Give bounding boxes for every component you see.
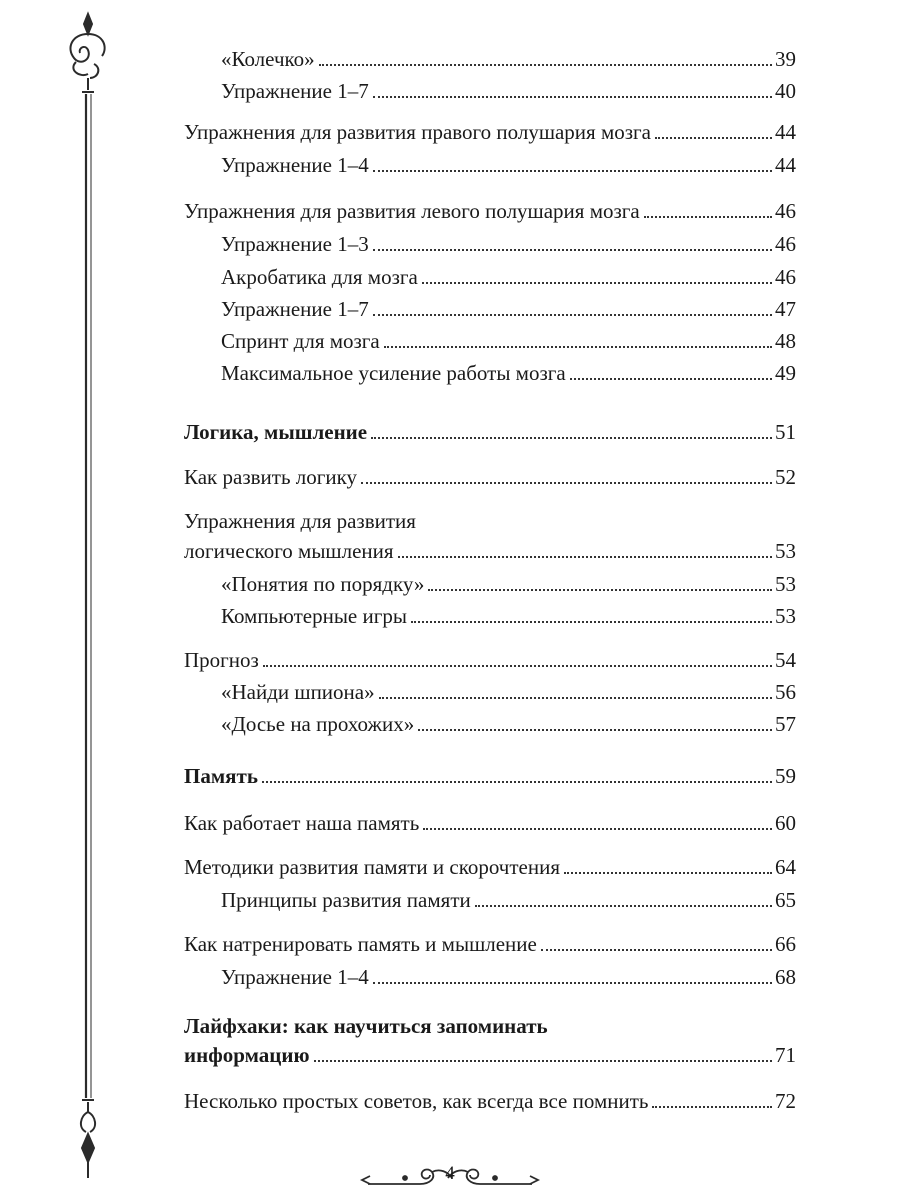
dot-leader (418, 729, 772, 731)
toc-entry[interactable] (221, 360, 796, 384)
dot-leader (541, 949, 772, 951)
toc-entry-page: 65 (775, 888, 796, 912)
toc-entry-title: Максимальное усиление работы мозга (221, 361, 566, 385)
toc-entry-title: Логика, мышление (184, 420, 368, 444)
toc-entry-page: 46 (775, 232, 796, 256)
toc-entry[interactable] (221, 231, 796, 255)
toc-entry-title: Компьютерные игры (221, 604, 407, 628)
dot-leader (475, 905, 772, 907)
toc-entry-page: 53 (775, 539, 796, 563)
dot-leader (373, 314, 772, 316)
toc-section-first-line (184, 1013, 548, 1037)
toc-entry-page: 52 (775, 465, 796, 489)
page-number: 4 (445, 1163, 455, 1184)
toc-entry-page: 48 (775, 329, 796, 353)
toc-entry-page: 72 (775, 1089, 796, 1113)
dot-leader (398, 556, 772, 558)
toc-entry-page: 51 (775, 420, 796, 444)
toc-entry-page: 53 (775, 572, 796, 596)
toc-entry-page: 68 (775, 965, 796, 989)
toc-entry-page: 59 (775, 764, 796, 788)
dot-leader (655, 137, 772, 139)
toc-entry-page: 44 (775, 120, 796, 144)
toc-entry[interactable] (221, 887, 796, 911)
toc-entry[interactable] (221, 46, 796, 70)
toc-entry-page: 60 (775, 811, 796, 835)
toc-entry-title: Акробатика для мозга (221, 265, 418, 289)
toc-entry-title-continued: логического мышления (184, 539, 394, 563)
toc-entry[interactable] (184, 538, 796, 562)
dot-leader (384, 346, 772, 348)
dot-leader (428, 589, 772, 591)
toc-entry[interactable] (184, 647, 796, 671)
toc-entry[interactable] (221, 328, 796, 352)
dot-leader (652, 1106, 772, 1108)
dot-leader (263, 665, 772, 667)
toc-entry-title: Методики развития памяти и скорочтения (184, 855, 560, 879)
toc-entry-title: Упражнение 1–7 (221, 79, 369, 103)
toc-entry-title: Как работает наша память (184, 811, 420, 835)
toc-entry-title: Принципы развития памяти (221, 888, 471, 912)
toc-entry[interactable] (221, 152, 796, 176)
toc-entry-page: 57 (775, 712, 796, 736)
dot-leader (319, 64, 772, 66)
toc-entry-page: 53 (775, 604, 796, 628)
dot-leader (371, 437, 772, 439)
toc-entry-title-continued: информацию (184, 1043, 310, 1067)
dot-leader (373, 96, 772, 98)
toc-entry-page: 46 (775, 265, 796, 289)
toc-entry-page: 56 (775, 680, 796, 704)
toc-entry-title: Упражнения для развития правого полушария мозга (184, 120, 651, 144)
toc-entry-title: «Колечко» (221, 47, 315, 71)
dot-leader (373, 170, 772, 172)
toc-entry-title: «Понятия по порядку» (221, 572, 425, 596)
dot-leader (411, 621, 772, 623)
toc-entry[interactable] (184, 1088, 796, 1112)
toc-entry-page: 49 (775, 361, 796, 385)
dot-leader (564, 872, 772, 874)
dot-leader (314, 1060, 773, 1062)
toc-entry-title: Упражнение 1–7 (221, 297, 369, 321)
toc-entry[interactable] (221, 603, 796, 627)
toc-entry-title: Упражнение 1–3 (221, 232, 369, 256)
toc-entry[interactable] (184, 931, 796, 955)
toc-section-entry[interactable] (184, 763, 796, 787)
toc-entry-page: 66 (775, 932, 796, 956)
toc-entry-title: Как развить логику (184, 465, 358, 489)
toc-entry-title: «Досье на прохожих» (221, 712, 415, 736)
toc-entry-title: Спринт для мозга (221, 329, 380, 353)
toc-entry-page: 71 (775, 1043, 796, 1067)
toc-entry-title: Как натренировать память и мышление (184, 932, 537, 956)
toc-entry-title: Лайфхаки: как научиться запоминать (184, 1014, 548, 1038)
toc-section-entry[interactable] (184, 419, 796, 443)
toc-entry-page: 47 (775, 297, 796, 321)
toc-entry-page: 64 (775, 855, 796, 879)
dot-leader (373, 982, 772, 984)
dot-leader (361, 482, 772, 484)
toc-entry-first-line (184, 508, 416, 532)
dot-leader (570, 378, 772, 380)
toc-entry-title: Упражнения для развития левого полушария мозга (184, 199, 640, 223)
toc-entry-title: «Найди шпиона» (221, 680, 375, 704)
toc-section-entry[interactable] (184, 1042, 796, 1066)
toc-entry[interactable] (221, 571, 796, 595)
toc-entry-page: 39 (775, 47, 796, 71)
toc-entry[interactable] (184, 119, 796, 143)
toc-entry[interactable] (221, 296, 796, 320)
toc-entry-title: Упражнение 1–4 (221, 965, 369, 989)
dot-leader (262, 781, 772, 783)
toc-entry[interactable] (221, 679, 796, 703)
toc-entry[interactable] (221, 964, 796, 988)
toc-entry-page: 46 (775, 199, 796, 223)
toc-entry[interactable] (221, 264, 796, 288)
toc-entry[interactable] (184, 198, 796, 222)
toc-entry[interactable] (184, 464, 796, 488)
toc-entry-title: Несколько простых советов, как всегда все помнить (184, 1089, 649, 1113)
left-border-ornament (58, 8, 118, 1183)
toc-entry-title: Память (184, 764, 258, 788)
toc-entry-page: 40 (775, 79, 796, 103)
toc-entry-title: Прогноз (184, 648, 259, 672)
dot-leader (422, 282, 772, 284)
toc-entry-title: Упражнение 1–4 (221, 153, 369, 177)
dot-leader (644, 216, 772, 218)
toc-entry-title: Упражнения для развития (184, 509, 416, 533)
toc-entry-page: 54 (775, 648, 796, 672)
toc-entry[interactable] (184, 854, 796, 878)
toc-entry[interactable] (221, 78, 796, 102)
toc-entry[interactable] (221, 711, 796, 735)
dot-leader (423, 828, 772, 830)
dot-leader (379, 697, 772, 699)
toc-entry[interactable] (184, 810, 796, 834)
dot-leader (373, 249, 772, 251)
toc-entry-page: 44 (775, 153, 796, 177)
